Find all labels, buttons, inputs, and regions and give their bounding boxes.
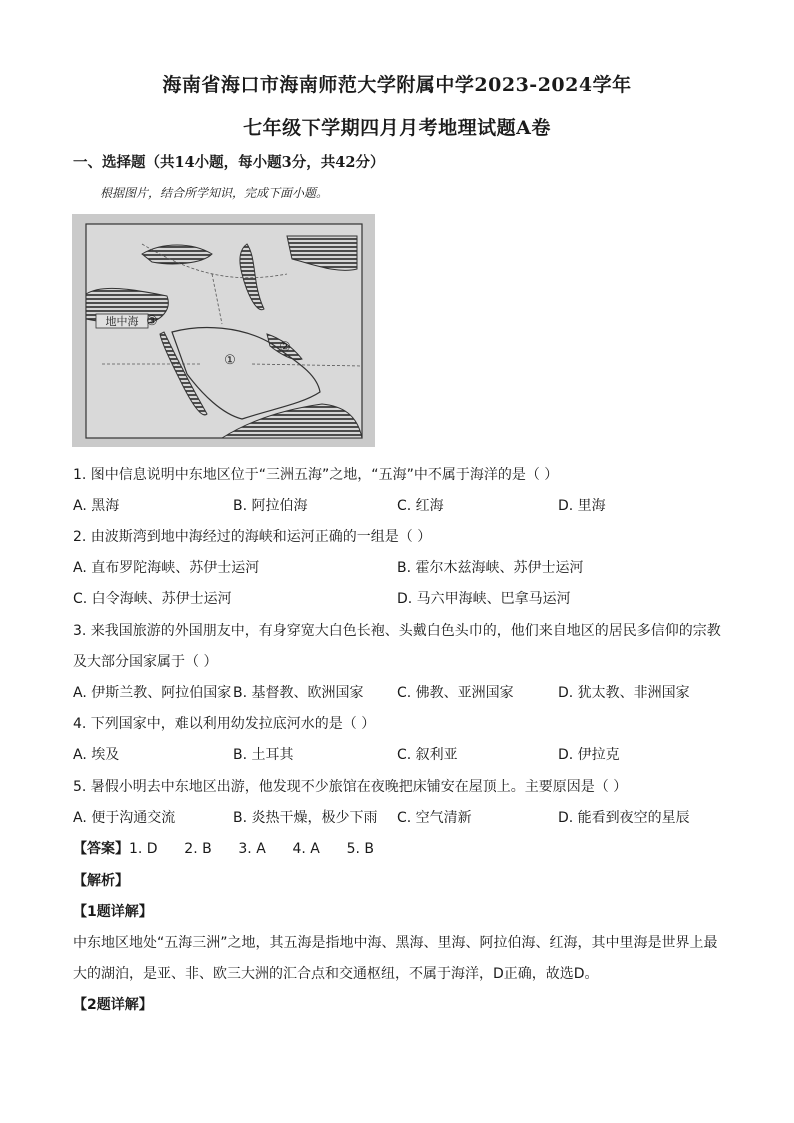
q5-option-c: C. 空气清新 xyxy=(397,810,472,826)
q2-option-a: A. 直布罗陀海峡、苏伊士运河 xyxy=(73,560,260,576)
q4-option-a: A. 埃及 xyxy=(73,747,120,763)
q4-option-c: C. 叙利亚 xyxy=(397,747,458,763)
analysis-label: 【解析】 xyxy=(73,873,129,889)
q3-option-a: A. 伊斯兰教、阿拉伯国家 xyxy=(73,685,232,701)
q2-option-b: B. 霍尔木兹海峡、苏伊士运河 xyxy=(397,560,584,576)
answer-items: 1. D 2. B 3. A 4. A 5. B xyxy=(129,841,374,857)
q2-option-d: D. 马六甲海峡、巴拿马运河 xyxy=(397,591,571,607)
title-line-1: 海南省海口市海南师范大学附属中学2023-2024学年 xyxy=(162,74,632,96)
q3-option-b: B. 基督教、欧洲国家 xyxy=(233,685,364,701)
question-1-stem: 1. 图中信息说明中东地区位于“三洲五海”之地，“五海”中不属于海洋的是（ ） xyxy=(73,467,559,483)
q1-option-c: C. 红海 xyxy=(397,498,444,514)
intro-text: 根据图片，结合所学知识，完成下面小题。 xyxy=(100,186,329,200)
middle-east-map xyxy=(72,214,375,447)
map-figure xyxy=(72,214,375,447)
detail-1-line-1: 中东地区地处“五海三洲”之地，其五海是指地中海、黑海、里海、阿拉伯海、红海，其中里海是世界上最 xyxy=(73,935,718,951)
q3-option-c: C. 佛教、亚洲国家 xyxy=(397,685,514,701)
detail-1-label: 【1题详解】 xyxy=(73,904,153,920)
q1-option-b: B. 阿拉伯海 xyxy=(233,498,308,514)
q4-option-d: D. 伊拉克 xyxy=(558,747,620,763)
q1-option-a: A. 黑海 xyxy=(73,498,120,514)
question-2-stem: 2. 由波斯湾到地中海经过的海峡和运河正确的一组是（ ） xyxy=(73,529,432,545)
map-marker-3: ③ xyxy=(146,314,158,329)
q1-option-d: D. 里海 xyxy=(558,498,606,514)
answer-line xyxy=(73,838,374,858)
map-label-sea: 地中海 xyxy=(105,315,139,328)
q3-option-d: D. 犹太教、非洲国家 xyxy=(558,685,690,701)
q2-option-c: C. 白令海峡、苏伊士运河 xyxy=(73,591,232,607)
detail-1-line-2: 大的湖泊，是亚、非、欧三大洲的汇合点和交通枢纽，不属于海洋，D正确，故选D。 xyxy=(73,966,599,982)
q4-option-b: B. 土耳其 xyxy=(233,747,294,763)
question-3-stem-line-1: 3. 来我国旅游的外国朋友中，有身穿宽大白色长袍、头戴白色头巾的，他们来自地区的居民多信仰的宗教 xyxy=(73,623,721,639)
q5-option-a: A. 便于沟通交流 xyxy=(73,810,176,826)
question-4-stem: 4. 下列国家中，难以利用幼发拉底河水的是（ ） xyxy=(73,716,376,732)
q5-option-d: D. 能看到夜空的星辰 xyxy=(558,810,690,826)
detail-2-label: 【2题详解】 xyxy=(73,997,153,1013)
question-3-stem-line-2: 及大部分国家属于（ ） xyxy=(73,654,218,670)
map-marker-1: ① xyxy=(224,353,236,368)
q5-option-b: B. 炎热干燥，极少下雨 xyxy=(233,810,378,826)
title-line-2: 七年级下学期四月月考地理试题A卷 xyxy=(243,117,551,139)
answer-label: 【答案】 xyxy=(73,841,129,857)
section-heading: 一、选择题（共14小题，每小题3分，共42分） xyxy=(73,154,385,171)
question-5-stem: 5. 暑假小明去中东地区出游，他发现不少旅馆在夜晚把床铺安在屋顶上。主要原因是（ ） xyxy=(73,779,628,795)
map-marker-2: ② xyxy=(279,340,291,355)
